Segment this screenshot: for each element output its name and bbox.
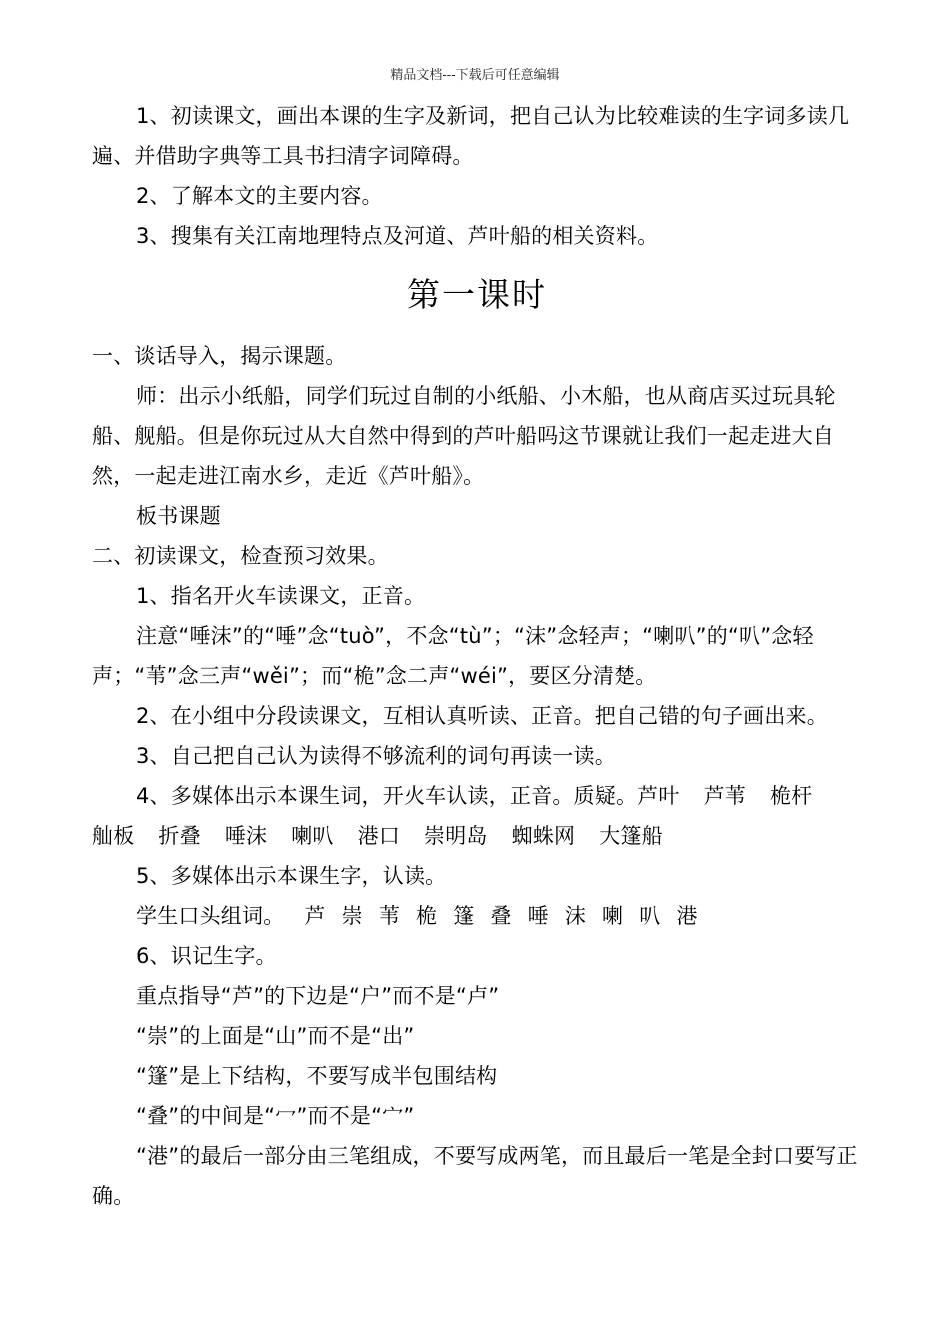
page-header: 精品文档---下载后可任意编辑 bbox=[390, 68, 560, 83]
new-char: 篷 bbox=[453, 904, 475, 928]
vocab-word: 崇明岛 bbox=[424, 824, 488, 848]
vocab-word: 桅杆 bbox=[769, 784, 813, 808]
new-char: 叭 bbox=[639, 904, 661, 928]
tip-4: “叠”的中间是“冖”而不是“宀” bbox=[136, 1104, 415, 1128]
new-char: 桅 bbox=[416, 904, 438, 928]
new-char: 沫 bbox=[564, 904, 587, 928]
new-char: 叠 bbox=[490, 904, 512, 928]
section2-heading: 二、初读课文，检查预习效果。 bbox=[92, 544, 389, 568]
new-char: 港 bbox=[676, 904, 698, 928]
tip-1: 重点指导“芦”的下边是“户”而不是“卢” bbox=[136, 984, 500, 1008]
document-body bbox=[92, 96, 862, 1216]
chars-intro: 学生口头组词。 bbox=[136, 904, 285, 928]
new-char: 崇 bbox=[341, 904, 363, 928]
vocab-word: 芦叶 bbox=[637, 784, 680, 808]
prep-item-2: 2、了解本文的主要内容。 bbox=[136, 184, 383, 208]
vocab-word: 蜘蛛网 bbox=[511, 824, 576, 848]
vocab-word: 芦苇 bbox=[703, 784, 746, 808]
step-4 bbox=[92, 776, 862, 856]
vocab-word: 折叠 bbox=[158, 824, 201, 848]
new-char: 芦 bbox=[304, 904, 326, 928]
step-5: 5、多媒体出示本课生字，认读。 bbox=[136, 864, 447, 888]
vocab-word: 喇叭 bbox=[291, 824, 334, 848]
tip-2: “崇”的上面是“山”而不是“出” bbox=[136, 1024, 415, 1048]
vocab-word: 舢板 bbox=[92, 824, 135, 848]
lesson-title: 第一课时 bbox=[407, 275, 547, 314]
vocab-word: 大篷船 bbox=[599, 824, 663, 848]
tip-5: “港”的最后一部分由三笔组成，不要写成两笔，而且最后一笔是全封口要写正确。 bbox=[92, 1144, 858, 1208]
vocab-word: 唾沫 bbox=[224, 824, 268, 848]
step-1: 1、指名开火车读课文，正音。 bbox=[136, 584, 426, 608]
new-char: 唾 bbox=[527, 904, 549, 928]
step-4-intro: 4、多媒体出示本课生词，开火车认读，正音。质疑。 bbox=[136, 784, 638, 808]
step-2: 2、在小组中分段读课文，互相认真听读、正音。把自己错的句子画出来。 bbox=[136, 704, 828, 728]
prep-item-1: 1、初读课文，画出本课的生字及新词，把自己认为比较难读的生字词多读几遍、并借助字典等工具书扫清字词障碍。 bbox=[92, 104, 850, 168]
pronunciation-note: 注意“唾沫”的“唾”念“tuò”，不念“tù”；“沫”念轻声；“喇叭”的“叭”念轻声；“苇”念三声“wěi”；而“桅”念二声“wéi”，要区分清楚。 bbox=[92, 624, 814, 688]
new-char: 喇 bbox=[602, 904, 624, 928]
step-6: 6、识记生字。 bbox=[136, 944, 277, 968]
char-list bbox=[92, 896, 862, 936]
teacher-intro: 师：出示小纸船，同学们玩过自制的小纸船、小木船，也从商店买过玩具轮船、舰船。但是你玩过从大自然中得到的芦叶船吗这节课就让我们一起走进大自然，一起走进江南水乡，走近《芦叶船》。 bbox=[92, 384, 836, 488]
tip-3: “篷”是上下结构，不要写成半包围结构 bbox=[136, 1064, 498, 1088]
section1-heading: 一、谈话导入，揭示课题。 bbox=[92, 344, 347, 368]
board-title-note: 板书课题 bbox=[136, 504, 221, 528]
new-char: 苇 bbox=[378, 904, 401, 928]
prep-item-3: 3、搜集有关江南地理特点及河道、芦叶船的相关资料。 bbox=[136, 224, 659, 248]
step-3: 3、自己把自己认为读得不够流利的词句再读一读。 bbox=[136, 744, 616, 768]
vocab-word: 港口 bbox=[357, 824, 401, 848]
